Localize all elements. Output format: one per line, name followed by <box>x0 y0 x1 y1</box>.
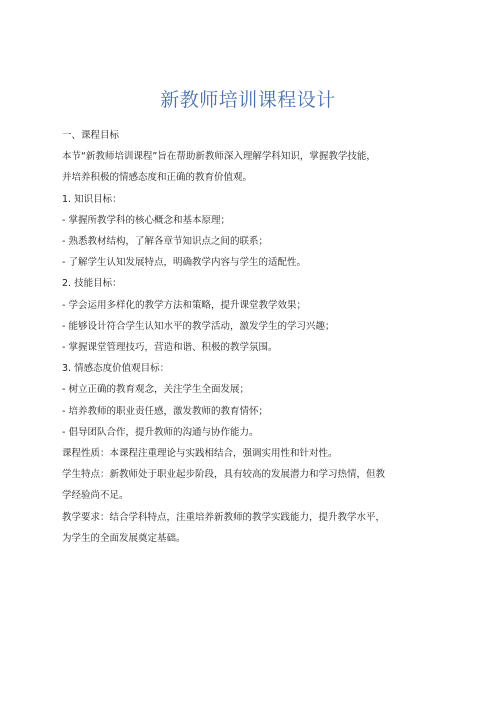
knowledge-goal-item: - 掌握所教学科的核心概念和基本原理； <box>62 214 230 226</box>
skill-goal-item: - 能够设计符合学生认知水平的教学活动，激发学生的学习兴趣； <box>62 320 335 332</box>
values-goal-item: - 树立正确的教育观念，关注学生全面发展； <box>62 384 249 396</box>
intro-line-2: 并培养积极的情感态度和正确的教育价值观。 <box>62 172 253 184</box>
document-body <box>62 125 440 549</box>
section-heading-course-goals: 一、课程目标 <box>62 130 120 141</box>
values-goal-heading: 3. 情感态度价值观目标： <box>62 363 170 375</box>
skill-goal-item: - 学会运用多样化的教学方法和策略，提升课堂教学效果； <box>62 299 306 311</box>
teaching-requirements-line-1: 教学要求：结合学科特点，注重培养新教师的教学实践能力，提升教学水平， <box>62 511 386 523</box>
course-nature-line: 课程性质：本课程注重理论与实践相结合，强调实用性和针对性。 <box>62 448 338 460</box>
values-goal-item: - 倡导团队合作，提升教师的沟通与协作能力。 <box>62 426 259 438</box>
intro-line-1: 本节“新教师培训课程”旨在帮助新教师深入理解学科知识，掌握教学技能， <box>62 151 376 163</box>
values-goal-item: - 培养教师的职业责任感，激发教师的教育情怀； <box>62 405 268 417</box>
skill-goal-item: - 掌握课堂管理技巧，营造和谐、积极的教学氛围。 <box>62 342 278 354</box>
knowledge-goal-item: - 熟悉教材结构，了解各章节知识点之间的联系； <box>62 236 268 248</box>
teaching-requirements-line-2: 为学生的全面发展奠定基础。 <box>62 532 186 544</box>
knowledge-goal-item: - 了解学生认知发展特点，明确教学内容与学生的适配性。 <box>62 257 306 269</box>
skill-goal-heading: 2. 技能目标： <box>62 278 122 290</box>
knowledge-goal-heading: 1. 知识目标： <box>62 193 122 205</box>
student-traits-line-1: 学生特点：新教师处于职业起步阶段，具有较高的发展潜力和学习热情，但教 <box>62 469 386 481</box>
student-traits-line-2: 学经验尚不足。 <box>62 490 129 502</box>
document-title: 新教师培训课程设计 <box>160 89 336 111</box>
